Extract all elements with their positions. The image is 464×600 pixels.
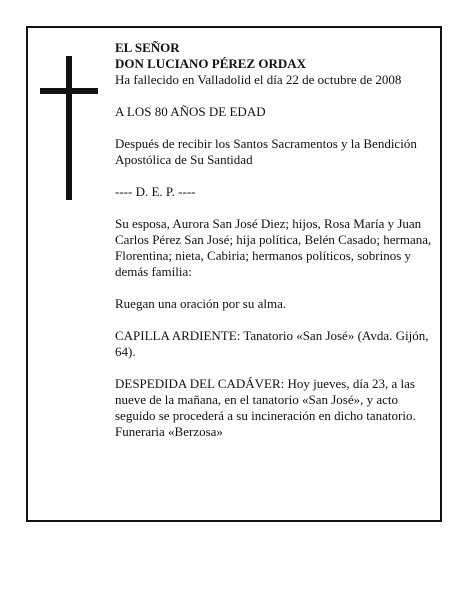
age-line: A LOS 80 AÑOS DE EDAD bbox=[115, 104, 266, 119]
notice-header-title: EL SEÑOR bbox=[115, 40, 180, 55]
death-announcement: Ha fallecido en Valladolid el día 22 de octubre de 2008 bbox=[115, 72, 402, 87]
sacraments-text: Después de recibir los Santos Sacramentos y la Bendición Apostólica de Su Santidad bbox=[115, 136, 417, 167]
rip-line: ---- D. E. P. ---- bbox=[115, 184, 196, 199]
cross-icon bbox=[40, 56, 98, 200]
farewell-text: DESPEDIDA DEL CADÁVER: Hoy jueves, día 23, a las nueve de la mañana, en el tanatorio «San José», y acto seguido se procederá a su incineración en dicho tanatorio. bbox=[115, 376, 416, 423]
notice-text bbox=[115, 40, 433, 440]
deceased-name: DON LUCIANO PÉREZ ORDAX bbox=[115, 56, 307, 71]
prayer-line: Ruegan una oración por su alma. bbox=[115, 296, 287, 311]
chapel-text: CAPILLA ARDIENTE: Tanatorio «San José» (Avda. Gijón, 64). bbox=[115, 328, 429, 359]
family-text: Su esposa, Aurora San José Diez; hijos, Rosa María y Juan Carlos Pérez San José; hija política, Belén Casado; hermana, Florentina; nieta, Cabiria; hermanos políticos, sobrinos y demás familia: bbox=[115, 216, 432, 279]
funeral-home: Funeraria «Berzosa» bbox=[115, 424, 223, 439]
obituary-notice bbox=[26, 26, 442, 522]
cross-horizontal-bar bbox=[40, 88, 98, 94]
cross-vertical-bar bbox=[66, 56, 72, 200]
